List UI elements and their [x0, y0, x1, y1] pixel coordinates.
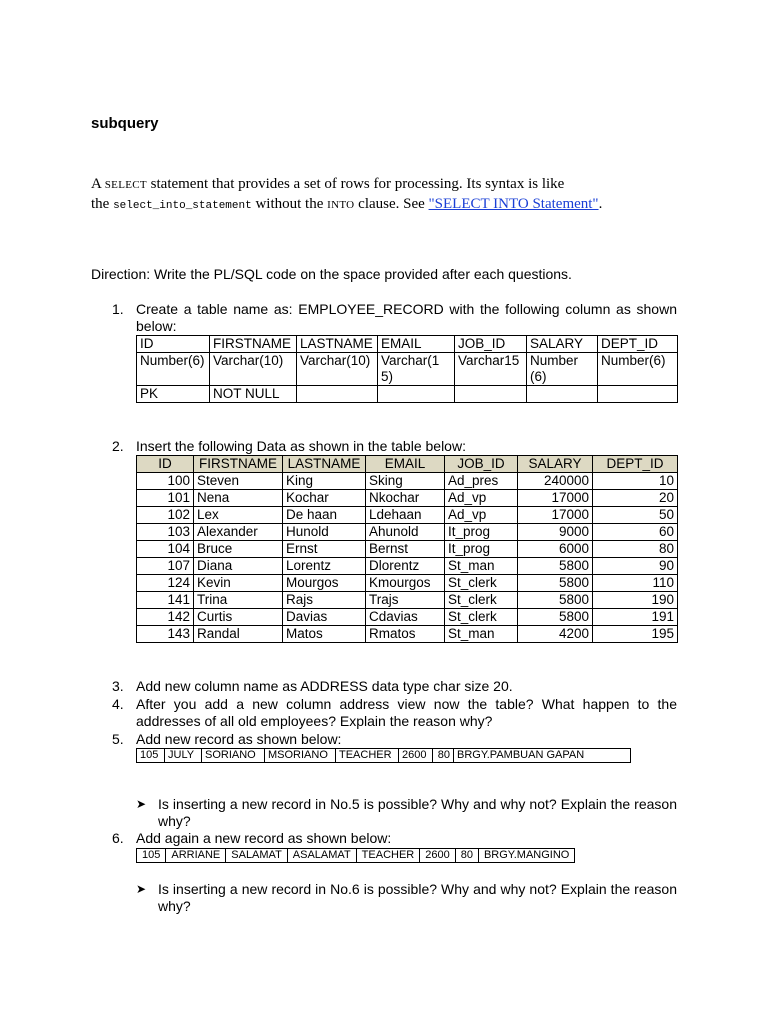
table-cell: St_man — [445, 626, 518, 643]
table-cell: It_prog — [445, 524, 518, 541]
table-cell: 240000 — [518, 473, 593, 490]
table-row — [137, 626, 678, 643]
table-cell: 17000 — [518, 490, 593, 507]
q3-number: 3. — [112, 678, 124, 694]
table-cell: 103 — [137, 524, 194, 541]
table-header-row: ID FIRSTNAME LASTNAME EMAIL JOB_ID SALARY DEPT_ID — [137, 456, 678, 473]
table-cell: Nena — [194, 490, 283, 507]
q6-text: Add again a new record as shown below: — [136, 830, 392, 846]
table-cell: 4200 — [518, 626, 593, 643]
table-cell: 10 — [593, 473, 678, 490]
table-cell: Ldehaan — [366, 507, 445, 524]
table-row — [137, 609, 678, 626]
table-cell: 101 — [137, 490, 194, 507]
intro-line-1: A SELECT statement that provides a set of rows for processing. Its syntax is like — [91, 176, 565, 192]
table-cell: 141 — [137, 592, 194, 609]
table-cell: Kochar — [283, 490, 366, 507]
employee-record-schema-table — [136, 335, 678, 403]
table-cell: 142 — [137, 609, 194, 626]
table-row — [137, 541, 678, 558]
table-cell: 5800 — [518, 575, 593, 592]
table-row — [137, 592, 678, 609]
table-cell: Ernst — [283, 541, 366, 558]
table-cell: De haan — [283, 507, 366, 524]
new-record-table-2 — [136, 848, 575, 863]
table-cell: St_clerk — [445, 592, 518, 609]
table-cell: 190 — [593, 592, 678, 609]
table-row — [137, 558, 678, 575]
table-cell: Lex — [194, 507, 283, 524]
table-cell: St_clerk — [445, 575, 518, 592]
table-cell: 143 — [137, 626, 194, 643]
table-row — [137, 575, 678, 592]
q1-number: 1. — [112, 301, 124, 317]
new-record-table-1 — [136, 748, 631, 763]
q1-text: Create a table name as: EMPLOYEE_RECORD with the following column as shown below: — [136, 301, 677, 334]
table-cell: 104 — [137, 541, 194, 558]
table-cell: Ahunold — [366, 524, 445, 541]
table-row — [137, 507, 678, 524]
table-cell: Bruce — [194, 541, 283, 558]
table-cell: 50 — [593, 507, 678, 524]
table-row: Number(6) Varchar(10) Varchar(10) Varchar(15) Varchar15 Number(6) Number(6) — [137, 353, 678, 386]
arrowhead-bullet-icon: ➤ — [136, 882, 147, 896]
intro-line-2: the select_into_statement without the INTO clause. See "SELECT INTO Statement". — [91, 196, 603, 212]
table-cell: Ad_pres — [445, 473, 518, 490]
table-cell: Kevin — [194, 575, 283, 592]
q5-bullet-text: Is inserting a new record in No.5 is possible? Why and why not? Explain the reason why? — [158, 796, 677, 829]
table-cell: 60 — [593, 524, 678, 541]
table-cell: Rajs — [283, 592, 366, 609]
table-cell: 102 — [137, 507, 194, 524]
table-row: 105 JULY SORIANO MSORIANO TEACHER 2600 80 BRGY.PAMBUAN GAPAN — [137, 749, 631, 763]
arrowhead-bullet-icon: ➤ — [136, 797, 147, 811]
table-cell: Alexander — [194, 524, 283, 541]
table-cell: St_clerk — [445, 609, 518, 626]
table-cell: Randal — [194, 626, 283, 643]
table-cell: Lorentz — [283, 558, 366, 575]
select-into-link[interactable]: "SELECT INTO Statement" — [428, 196, 599, 212]
direction-text: Direction: Write the PL/SQL code on the space provided after each questions. — [91, 266, 572, 282]
select-keyword: SELECT — [104, 179, 147, 191]
table-cell: Davias — [283, 609, 366, 626]
table-cell: Sking — [366, 473, 445, 490]
q4-number: 4. — [112, 696, 124, 712]
table-cell: Steven — [194, 473, 283, 490]
page-title: subquery — [91, 115, 159, 132]
q5-text: Add new record as shown below: — [136, 731, 342, 747]
select-into-code: select_into_statement — [113, 200, 252, 212]
table-row — [137, 473, 678, 490]
table-cell: Nkochar — [366, 490, 445, 507]
table-cell: 90 — [593, 558, 678, 575]
table-cell: Trajs — [366, 592, 445, 609]
table-row: ID FIRSTNAME LASTNAME EMAIL JOB_ID SALARY DEPT_ID — [137, 336, 678, 353]
table-cell: Ad_vp — [445, 507, 518, 524]
q6-bullet-text: Is inserting a new record in No.6 is possible? Why and why not? Explain the reason why? — [158, 881, 677, 914]
table-cell: Curtis — [194, 609, 283, 626]
table-cell: Kmourgos — [366, 575, 445, 592]
table-cell: 5800 — [518, 558, 593, 575]
table-cell: 6000 — [518, 541, 593, 558]
table-cell: Rmatos — [366, 626, 445, 643]
table-cell: 20 — [593, 490, 678, 507]
table-cell: Bernst — [366, 541, 445, 558]
q3-text: Add new column name as ADDRESS data type char size 20. — [136, 678, 513, 694]
table-cell: Trina — [194, 592, 283, 609]
table-cell: 80 — [593, 541, 678, 558]
q5-number: 5. — [112, 731, 124, 747]
table-cell: Matos — [283, 626, 366, 643]
table-cell: St_man — [445, 558, 518, 575]
table-cell: It_prog — [445, 541, 518, 558]
q6-number: 6. — [112, 830, 124, 846]
q2-text: Insert the following Data as shown in the table below: — [136, 438, 466, 454]
into-keyword: INTO — [327, 199, 355, 211]
table-cell: Diana — [194, 558, 283, 575]
table-cell: 191 — [593, 609, 678, 626]
q2-number: 2. — [112, 438, 124, 454]
table-cell: 9000 — [518, 524, 593, 541]
q4-text: After you add a new column address view now the table? What happen to the addresses of all old employees? Explain the reason why? — [136, 696, 677, 729]
table-cell: 110 — [593, 575, 678, 592]
table-cell: Cdavias — [366, 609, 445, 626]
table-row — [137, 490, 678, 507]
table-cell: Mourgos — [283, 575, 366, 592]
table-row — [137, 524, 678, 541]
table-cell: 124 — [137, 575, 194, 592]
table-cell: King — [283, 473, 366, 490]
table-cell: Hunold — [283, 524, 366, 541]
table-cell: 5800 — [518, 609, 593, 626]
employee-data-table — [136, 455, 678, 643]
table-row: PK NOT NULL — [137, 386, 678, 403]
table-row: 105 ARRIANE SALAMAT ASALAMAT TEACHER 2600 80 BRGY.MANGINO — [137, 849, 575, 863]
table-cell: 100 — [137, 473, 194, 490]
table-cell: Dlorentz — [366, 558, 445, 575]
table-cell: 195 — [593, 626, 678, 643]
table-cell: 107 — [137, 558, 194, 575]
table-cell: Ad_vp — [445, 490, 518, 507]
table-cell: 5800 — [518, 592, 593, 609]
table-cell: 17000 — [518, 507, 593, 524]
